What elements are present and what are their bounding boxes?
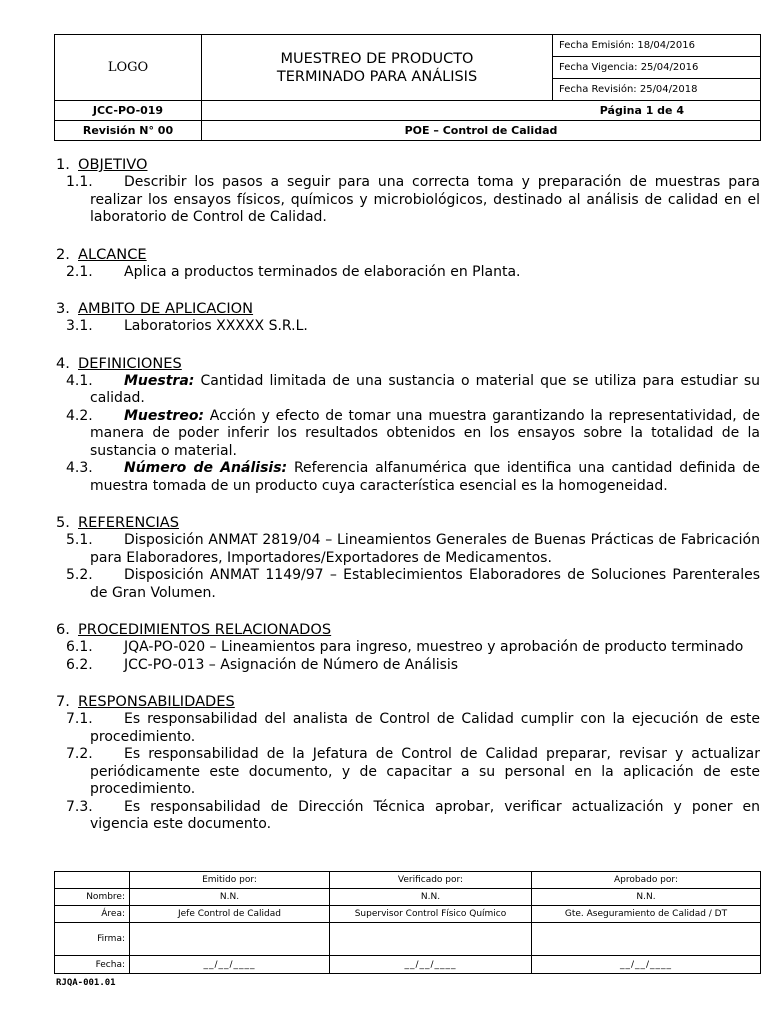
section-heading [56,246,760,264]
section-number: 7. [56,693,70,710]
approved-by-signature-field[interactable] [532,923,761,956]
section-title: AMBITO DE APLICACION [78,300,254,317]
section-title: RESPONSABILIDADES [78,693,235,710]
section-6 [56,621,760,693]
issued-by-header: Emitido por: [130,872,330,889]
list-item [56,460,760,495]
section-number: 6. [56,621,70,638]
section-spacer [56,336,760,355]
verified-by-area: Supervisor Control Físico Químico [330,906,532,923]
section-4 [56,355,760,515]
document-title [202,35,553,101]
list-item [56,657,760,675]
section-5 [56,514,760,621]
date-row-label: Fecha: [55,956,130,974]
section-heading [56,355,760,373]
item-text: Disposición ANMAT 1149/97 – Establecimientos Elaboradores de Soluciones Parenterales de Gran Volumen. [90,567,760,601]
list-item [56,174,760,227]
logo-placeholder: LOGO [55,35,202,101]
approved-by-date-field[interactable]: __/__/____ [532,956,761,974]
section-7 [56,693,760,834]
approved-by-area: Gte. Aseguramiento de Calidad / DT [532,906,761,923]
item-number: 7.2. [66,746,93,762]
item-text: Es responsabilidad de la Jefatura de Control de Calidad preparar, revisar y actualizar periódicamente este documento, y de capacitar a su personal en la aplicación de este procedimiento. [90,746,760,797]
item-text: Cantidad limitada de una sustancia o material que se utiliza para estudiar su calidad. [90,372,761,406]
section-1 [56,156,760,246]
item-number: 5.1. [66,532,93,548]
item-number: 2.1. [66,263,93,280]
item-text: Es responsabilidad de Dirección Técnica aprobar, verificar actualización y poner en vigencia este documento. [90,798,760,832]
item-number: 3.1. [66,318,93,334]
item-text: Es responsabilidad del analista de Control de Calidad cumplir con la ejecución de este procedimiento. [90,711,760,745]
section-title: ALCANCE [78,245,147,263]
section-heading [56,693,760,711]
corner-cell [55,872,130,889]
section-title: PROCEDIMIENTOS RELACIONADOS [78,621,332,638]
section-spacer [56,674,760,693]
definition-term: Número de Análisis: [124,460,288,476]
list-item [56,408,760,461]
item-text: Aplica a productos terminados de elaboración en Planta. [124,263,521,280]
item-number: 5.2. [66,567,93,583]
issued-by-date-field[interactable]: __/__/____ [130,956,330,974]
document-body [56,156,760,834]
area-row-label: Área: [55,906,130,923]
verified-by-header: Verificado por: [330,872,532,889]
verified-by-signature-field[interactable] [330,923,532,956]
section-heading [56,300,760,318]
section-3 [56,300,760,355]
item-number: 6.1. [66,639,93,655]
signature-table [54,871,761,974]
approved-by-header: Aprobado por: [532,872,761,889]
revision-number: Revisión N° 00 [55,121,202,141]
item-number: 6.2. [66,656,93,673]
page-number: Página 1 de 4 [202,101,761,121]
section-spacer [56,495,760,514]
section-number: 1. [56,156,70,173]
list-item [56,318,760,336]
issue-date: Fecha Emisión: 18/04/2016 [553,35,761,57]
item-text: Describir los pasos a seguir para una correcta toma y preparación de muestras para realizar los ensayos físicos, químicos y microbiológicos, destinado al análisis de calidad en el laboratorio de Control de Calidad. [90,174,760,225]
section-spacer [56,281,760,300]
form-code: RJQA-001.01 [56,978,116,988]
item-number: 4.1. [66,372,93,389]
title-line-1: MUESTREO DE PRODUCTO [280,50,474,67]
item-number: 4.2. [66,407,93,424]
item-number: 7.3. [66,798,93,815]
item-text: Disposición ANMAT 2819/04 – Lineamientos Generales de Buenas Prácticas de Fabricación para Elaboradores, Importadores/Exportadores de Medicamentos. [90,532,760,566]
section-number: 4. [56,354,70,372]
item-number: 4.3. [66,460,93,476]
definition-term: Muestreo: [124,407,205,424]
section-heading [56,156,760,174]
list-item [56,532,760,567]
document-area: POE – Control de Calidad [202,121,761,141]
document-header [54,34,761,141]
list-item [56,639,760,657]
section-number: 3. [56,300,70,317]
title-line-2: TERMINADO PARA ANÁLISIS [276,68,478,85]
item-text: JCC-PO-013 – Asignación de Número de Análisis [124,656,459,673]
section-number: 5. [56,514,70,531]
name-row-label: Nombre: [55,889,130,906]
issued-by-signature-field[interactable] [130,923,330,956]
definition-term: Muestra: [124,372,195,389]
revision-date: Fecha Revisión: 25/04/2018 [553,79,761,101]
section-heading [56,621,760,639]
list-item [56,567,760,602]
item-number: 1.1. [66,174,93,190]
section-title: OBJETIVO [78,156,148,173]
section-spacer [56,227,760,246]
document-code: JCC-PO-019 [55,101,202,121]
list-item [56,373,760,408]
section-spacer [56,602,760,621]
effective-date: Fecha Vigencia: 25/04/2016 [553,57,761,79]
approved-by-name: N.N. [532,889,761,906]
list-item [56,264,760,282]
verified-by-name: N.N. [330,889,532,906]
section-number: 2. [56,245,70,263]
list-item [56,711,760,746]
item-text: Referencia alfanumérica que identifica una cantidad definida de muestra tomada de un producto cuya característica esencial es la homogeneidad. [90,460,761,494]
item-text: JQA-PO-020 – Lineamientos para ingreso, muestreo y aprobación de producto terminado [124,639,744,655]
section-title: DEFINICIONES [78,354,182,372]
issued-by-area: Jefe Control de Calidad [130,906,330,923]
verified-by-date-field[interactable]: __/__/____ [330,956,532,974]
item-text: Laboratorios XXXXX S.R.L. [124,318,308,334]
issued-by-name: N.N. [130,889,330,906]
item-text: Acción y efecto de tomar una muestra garantizando la representatividad, de manera de poder inferir los resultados obtenidos en los ensayos sobre la totalidad de la sustancia o material. [90,407,760,459]
section-heading [56,514,760,532]
section-2 [56,246,760,301]
signature-row-label: Firma: [55,923,130,956]
list-item [56,746,760,799]
section-title: REFERENCIAS [78,514,179,531]
item-number: 7.1. [66,711,93,727]
list-item [56,799,760,834]
